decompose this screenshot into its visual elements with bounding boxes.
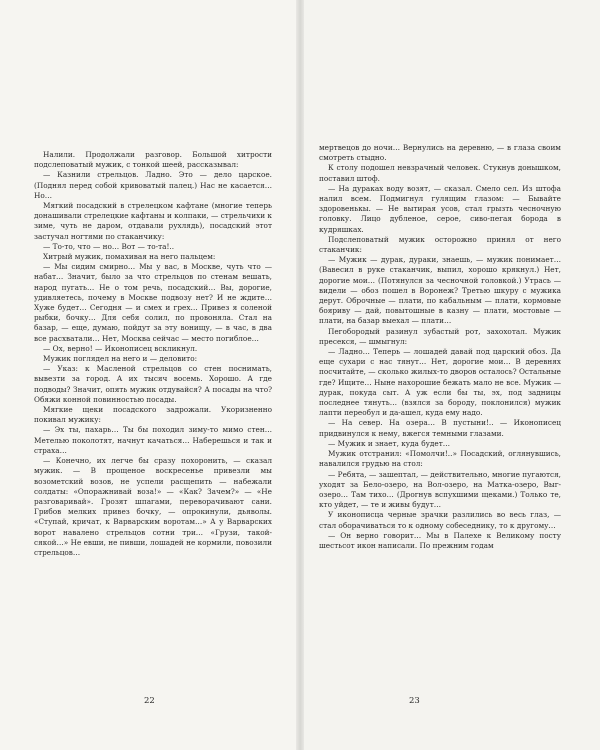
paragraph: — Ладно… Теперь — лошадей давай под царский обоз. Да еще сухари с нас тянут… Нет, дорогие мои… В деревнях посчитайте, — сколько жилых-то дворов осталось? Остальные где? Ищите… Ныне нахорошие бежать мало не все. Мужик — дурак, покуда сыт. А уж если бы ты, эх, под задницы последнее тянуть… (взялся за бороду, поклонился) мужик лапти переобул и да-ашел, куда ему надо. bbox=[319, 347, 561, 418]
paragraph: Подслеповатый мужик осторожно принял от него стаканчик: bbox=[319, 234, 561, 255]
paragraph: Налили. Продолжали разговор. Большой хитрости подслеповатый мужик, с тонкой шеей, рассказывал: bbox=[34, 150, 272, 170]
paragraph: — Он верно говорит… Мы в Палехе к Великому посту шестьсот икон написали. По прежним годам bbox=[319, 530, 561, 550]
paragraph: — Указ: к Масленой стрельцов со стен поснимать, вывезти за город. А их тысяч восемь. Хорошо. А где подводы? Значит, опять мужик отдувайся? А посады на что? Обяжи конной повинностью посады. bbox=[34, 364, 272, 404]
paragraph: — Мужик — дурак, дураки, знаешь, — мужик понимает… (Вавесил в руке стаканчик, выпил, хорошо крякнул.) Нет, дорогие мои… (Потянулся за чесночной головкой.) Утрась — видели — обоз пошел в Воронеж? Третью шкуру с мужика дерут. Оброчные — плати, по кабальным — плати, кормовые бояриву — дай, повытошные в казну — плати, мостовые — плати, на базар выехал — плати… bbox=[319, 255, 561, 326]
paragraph: Мужик отстранил: «Помолчи!..» Посадский, оглянувшись, навалился грудью на стол: bbox=[319, 449, 561, 469]
book-gutter bbox=[296, 0, 304, 750]
paragraph: мертвецов до ночи… Вернулись на деревню, — в глаза своим смотреть стыдно. bbox=[319, 143, 561, 163]
paragraph: У иконописца черные зрачки разлились во весь глаз, — стал оборачиваться то к одному собеседнику, то к другому… bbox=[319, 510, 561, 530]
paragraph: — Ребята, — зашептал, — действительно, многие пугаются, уходят за Бело-озеро, на Вол-озеро, на Матка-озеро, Выг-озеро… Там тихо… (Дрогнув вспухшими щеками.) Только те, кто уйдет, — те и живы будут… bbox=[319, 469, 561, 510]
left-page-text bbox=[34, 150, 272, 558]
page-number: 22 bbox=[144, 696, 155, 706]
paragraph: — То-то, что — но… Вот — то-та!.. bbox=[43, 241, 175, 251]
page-number: 23 bbox=[409, 696, 420, 706]
paragraph: К столу подошел невзрачный человек. Стукнув донышком, поставил штоф. bbox=[319, 163, 561, 183]
right-page bbox=[300, 0, 600, 750]
paragraph: Мягкий посадский в стрелецком кафтане (многие теперь донашивали стрелецкие кафтаны и колпаки, — стрельчихи к зиме, чуть не даром, отдавали рухлядь), посадский этот застучал ногтями по стаканчику: bbox=[34, 201, 272, 241]
paragraph: — Конечно, их легче бы сразу похоронить, — сказал мужик. — В прощеное воскресенье привезли мы возометский возов, не успели расщепить — набежали солдаты: «Опоражнивай воза!» — «Как? Зачем?» — «Не разговаривай». Грозят шпагами, переворачивают сани. Грибов мелких привез бочку, — опрокинули, дьяволы. «Ступай, кричат, к Варварским воротам…» А у Варварских ворот навалено стрельцов сотни три… «Грузи, такой-сякой…» Не евши, не пивши, лошадей не кормили, повозили стрельцов… bbox=[34, 456, 272, 557]
paragraph: — Мы сидим смирно… Мы у вас, в Москве, чуть что — набат… Значит, было за что стрельцов по стенам вешать, народ пугать… Не о том речь, посадский… Вы, дорогие, удивляетесь, почему в Москве подвозу нет? И не ждите… Хуже будет… Сегодня — и смех и грех… Привез я соленой рыбки, бочку… Для себя солил, по провоняла. Стал на базар, — еще, думаю, пойдут за эту вонищу, — в час, в два все расхватали… Нет, Москва сейчас — место погиблое… bbox=[34, 262, 272, 343]
paragraph: Мягкие щеки посадского задрожали. Укоризненно покивал мужику: bbox=[34, 405, 272, 425]
paragraph: — На север. На озера… В пустыни!.. — Иконописец придвинулся к нему, вжегся темными глазами. bbox=[319, 418, 561, 438]
paragraph: Хитрый мужик, помахивая на него пальцем: bbox=[43, 252, 216, 262]
paragraph: — Казнили стрельцов. Ладно. Это — дело царское. (Поднял перед собой кривоватый палец.) Нас не касается… Но… bbox=[34, 170, 272, 200]
paragraph: — Эх ты, пахарь… Ты бы походил зиму-то мимо стен… Метелью поколотят, начнут качаться… Наберешься и так и страха… bbox=[34, 425, 272, 455]
paragraph: Мужик поглядел на него и — деловито: bbox=[43, 354, 198, 364]
paragraph: — Ох, верно! — Иконописец вскликнул. bbox=[43, 343, 198, 353]
paragraph: — Мужик и знает, куда будет… bbox=[328, 438, 451, 448]
paragraph: — На дураках воду возят, — сказал. Смело сел. Из штофа налил всем. Подмигнул гулящим глазом: — Бывайте здоровенькы. — Не вытирая усов, стал грызть чесночную головку. Лицо дубленое, серое, сиво-пегая борода в кудряшках. bbox=[319, 183, 561, 234]
paragraph: Пегобородый разинул зубастый рот, захохотал. Мужик пресекся, — шмыгнул: bbox=[319, 326, 561, 346]
right-page-text bbox=[319, 143, 561, 551]
